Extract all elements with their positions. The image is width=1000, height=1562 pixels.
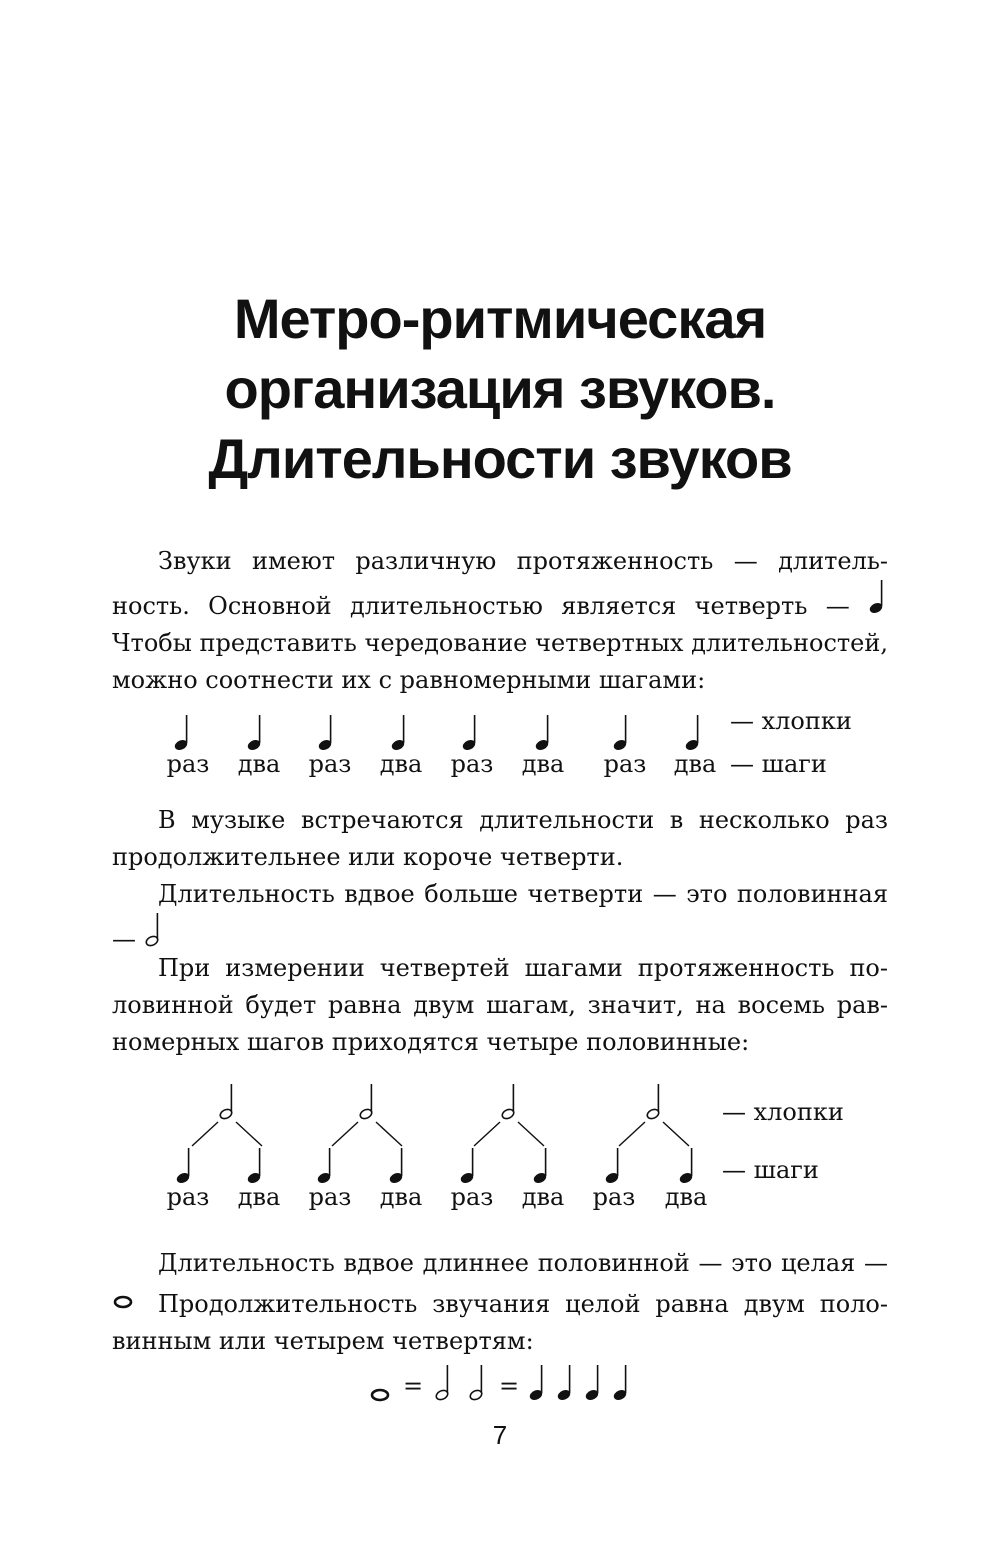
quarter-note-icon bbox=[459, 1148, 475, 1185]
branch-line bbox=[192, 1122, 218, 1146]
syllable: два bbox=[237, 1183, 281, 1211]
paragraph-intro bbox=[112, 543, 888, 699]
paragraph-durations: В музыке встречаются длительности в несколько раз продолжительнее или короче четверти. bbox=[112, 806, 888, 871]
paragraph-whole-equivalence: Продолжительность звучания целой равна двум половинным или четырем четвертям: bbox=[112, 1290, 888, 1355]
syllable: раз bbox=[603, 750, 647, 778]
paragraph-intro-text: Звуки имеют различную протяженность — длительность. Основной длительностью является четверть — bbox=[112, 547, 888, 620]
branch-line bbox=[619, 1122, 645, 1146]
title-line-3: Длительности звуков bbox=[208, 427, 792, 490]
page-title bbox=[0, 284, 1000, 494]
quarter-note-icon bbox=[390, 715, 406, 752]
branch-line bbox=[518, 1122, 544, 1146]
syllable: два bbox=[664, 1183, 708, 1211]
branch-line bbox=[332, 1122, 358, 1146]
label-steps: — шаги bbox=[722, 1156, 819, 1184]
quarter-note-icon bbox=[175, 1148, 191, 1185]
quarter-note-icon bbox=[604, 1148, 620, 1185]
page-number: 7 bbox=[492, 1420, 508, 1450]
quarter-note-icon bbox=[868, 580, 888, 614]
quarter-note-icon bbox=[317, 715, 333, 752]
label-steps: — шаги bbox=[730, 750, 827, 778]
quarter-note-icon bbox=[316, 1148, 332, 1185]
half-note-icon bbox=[435, 1365, 449, 1401]
syllable: два bbox=[673, 750, 717, 778]
label-claps: — хлопки bbox=[730, 707, 852, 735]
syllable: два bbox=[379, 1183, 423, 1211]
quarter-note-icon bbox=[556, 1365, 572, 1402]
half-note-icon bbox=[501, 1084, 515, 1120]
title-line-1: Метро-ритмическая bbox=[233, 287, 767, 350]
quarter-note-icon bbox=[246, 1148, 262, 1185]
syllable: раз bbox=[450, 750, 494, 778]
syllable: раз bbox=[166, 1183, 210, 1211]
quarter-note-icon bbox=[246, 715, 262, 752]
quarter-note-icon bbox=[532, 1148, 548, 1185]
half-note-icon bbox=[359, 1084, 373, 1120]
half-note-icon bbox=[144, 913, 164, 947]
quarter-note-icon bbox=[534, 715, 550, 752]
quarter-note-icon bbox=[388, 1148, 404, 1185]
quarter-note-icon bbox=[173, 715, 189, 752]
syllable: раз bbox=[592, 1183, 636, 1211]
title-line-2: организация звуков. bbox=[224, 357, 776, 420]
syllable: раз bbox=[450, 1183, 494, 1211]
quarter-note-icon bbox=[461, 715, 477, 752]
equals-sign: = bbox=[499, 1372, 520, 1400]
quarter-note-icon bbox=[528, 1365, 544, 1402]
quarter-note-icon bbox=[612, 715, 628, 752]
paragraph-measurement: При измерении четвертей шагами протяженность половинной будет равна двум шагам, значит, на восемь равномерных шагов приходятся четыре половинные: bbox=[112, 954, 888, 1056]
whole-note-icon bbox=[372, 1390, 388, 1400]
syllable: раз bbox=[308, 1183, 352, 1211]
paragraph-intro-text-2: Чтобы представить чередование четвертных длительностей, можно соотнести их с равномерными шагами: bbox=[112, 629, 888, 694]
syllable: два bbox=[521, 1183, 565, 1211]
half-notes-diagram bbox=[0, 1080, 1000, 1190]
syllable: раз bbox=[308, 750, 352, 778]
paragraph-half-note-text: Длительность вдвое больше четверти — это половинная — bbox=[112, 880, 888, 953]
branch-line bbox=[376, 1122, 402, 1146]
equals-sign: = bbox=[403, 1372, 424, 1400]
syllable: раз bbox=[166, 750, 210, 778]
branch-line bbox=[474, 1122, 500, 1146]
quarter-note-icon bbox=[684, 715, 700, 752]
half-note-icon bbox=[219, 1084, 233, 1120]
paragraph-half-note bbox=[112, 876, 888, 958]
quarter-note-icon bbox=[678, 1148, 694, 1185]
quarter-note-icon bbox=[612, 1365, 628, 1402]
syllable: два bbox=[379, 750, 423, 778]
quarter-note-icon bbox=[584, 1365, 600, 1402]
paragraph-whole-note-text: Длительность вдвое длиннее половинной — это целая — bbox=[158, 1249, 888, 1277]
label-claps: — хлопки bbox=[722, 1098, 844, 1126]
branch-line bbox=[236, 1122, 262, 1146]
half-note-icon bbox=[646, 1084, 660, 1120]
branch-line bbox=[663, 1122, 689, 1146]
half-note-icon bbox=[469, 1365, 483, 1401]
syllable: два bbox=[237, 750, 281, 778]
syllable: два bbox=[521, 750, 565, 778]
